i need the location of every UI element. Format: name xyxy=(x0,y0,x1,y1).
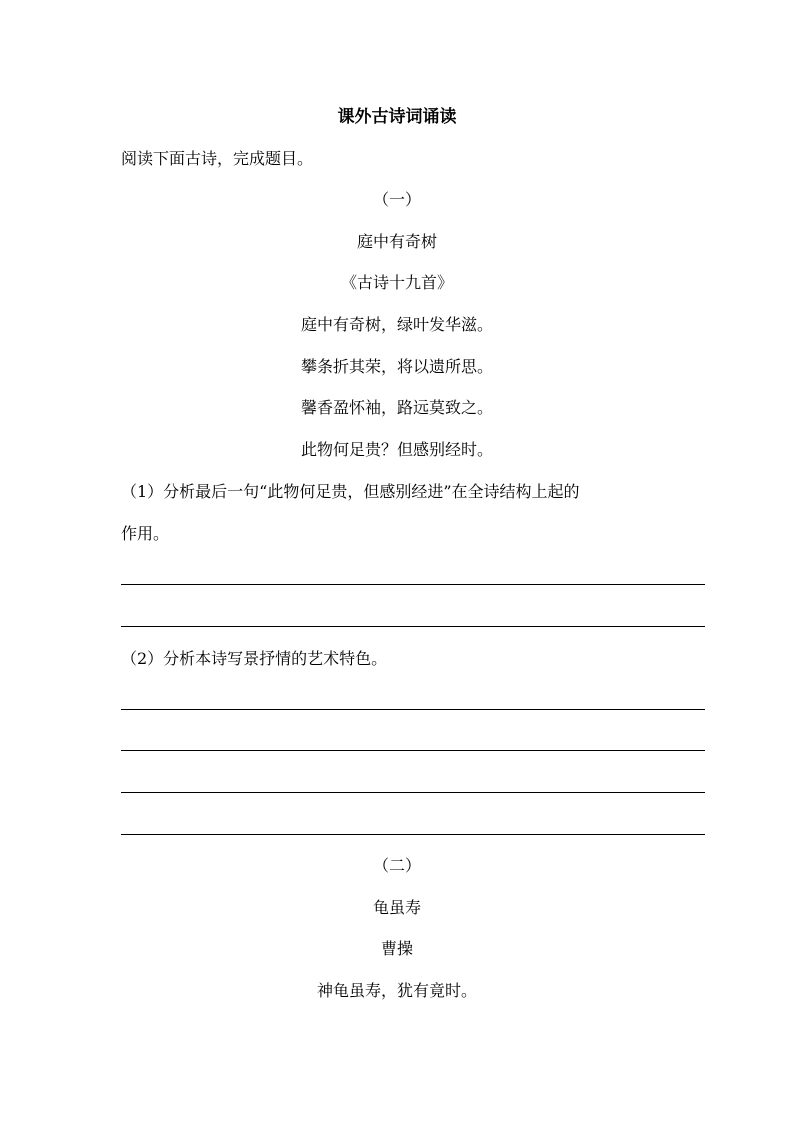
poem-one-line: 此物何足贵？但感别经时。 xyxy=(300,440,493,459)
document-title: 课外古诗词诵读 xyxy=(337,107,457,127)
answer-line[interactable] xyxy=(121,834,705,835)
poem-two-line: 神龟虽寿，犹有竟时。 xyxy=(316,981,477,1000)
poem-one-line: 攀条折其荣，将以遗所思。 xyxy=(300,357,493,376)
poem-one-line: 庭中有奇树，绿叶发华滋。 xyxy=(300,315,493,334)
question-one-text: （1）分析最后一句“此物何足贵，但感别经进”在全诗结构上起的 xyxy=(121,482,580,501)
question-one-text-continued: 作用。 xyxy=(121,524,170,543)
answer-line[interactable] xyxy=(121,584,705,585)
answer-line[interactable] xyxy=(121,792,705,793)
poem-one-title: 庭中有奇树 xyxy=(356,232,437,251)
poem-two-author: 曹操 xyxy=(380,939,413,958)
question-two-text: （2）分析本诗写景抒情的艺术特色。 xyxy=(121,649,388,668)
poem-one-line: 馨香盈怀袖，路远莫致之。 xyxy=(300,398,493,417)
instruction-text: 阅读下面古诗，完成题目。 xyxy=(121,149,314,168)
answer-line[interactable] xyxy=(121,709,705,710)
poem-one-source: 《古诗十九首》 xyxy=(340,273,453,292)
poem-two-title: 龟虽寿 xyxy=(372,898,421,917)
answer-line[interactable] xyxy=(121,626,705,627)
section-one-label: （一） xyxy=(372,190,421,209)
section-two-label: （二） xyxy=(372,856,421,875)
answer-line[interactable] xyxy=(121,750,705,751)
